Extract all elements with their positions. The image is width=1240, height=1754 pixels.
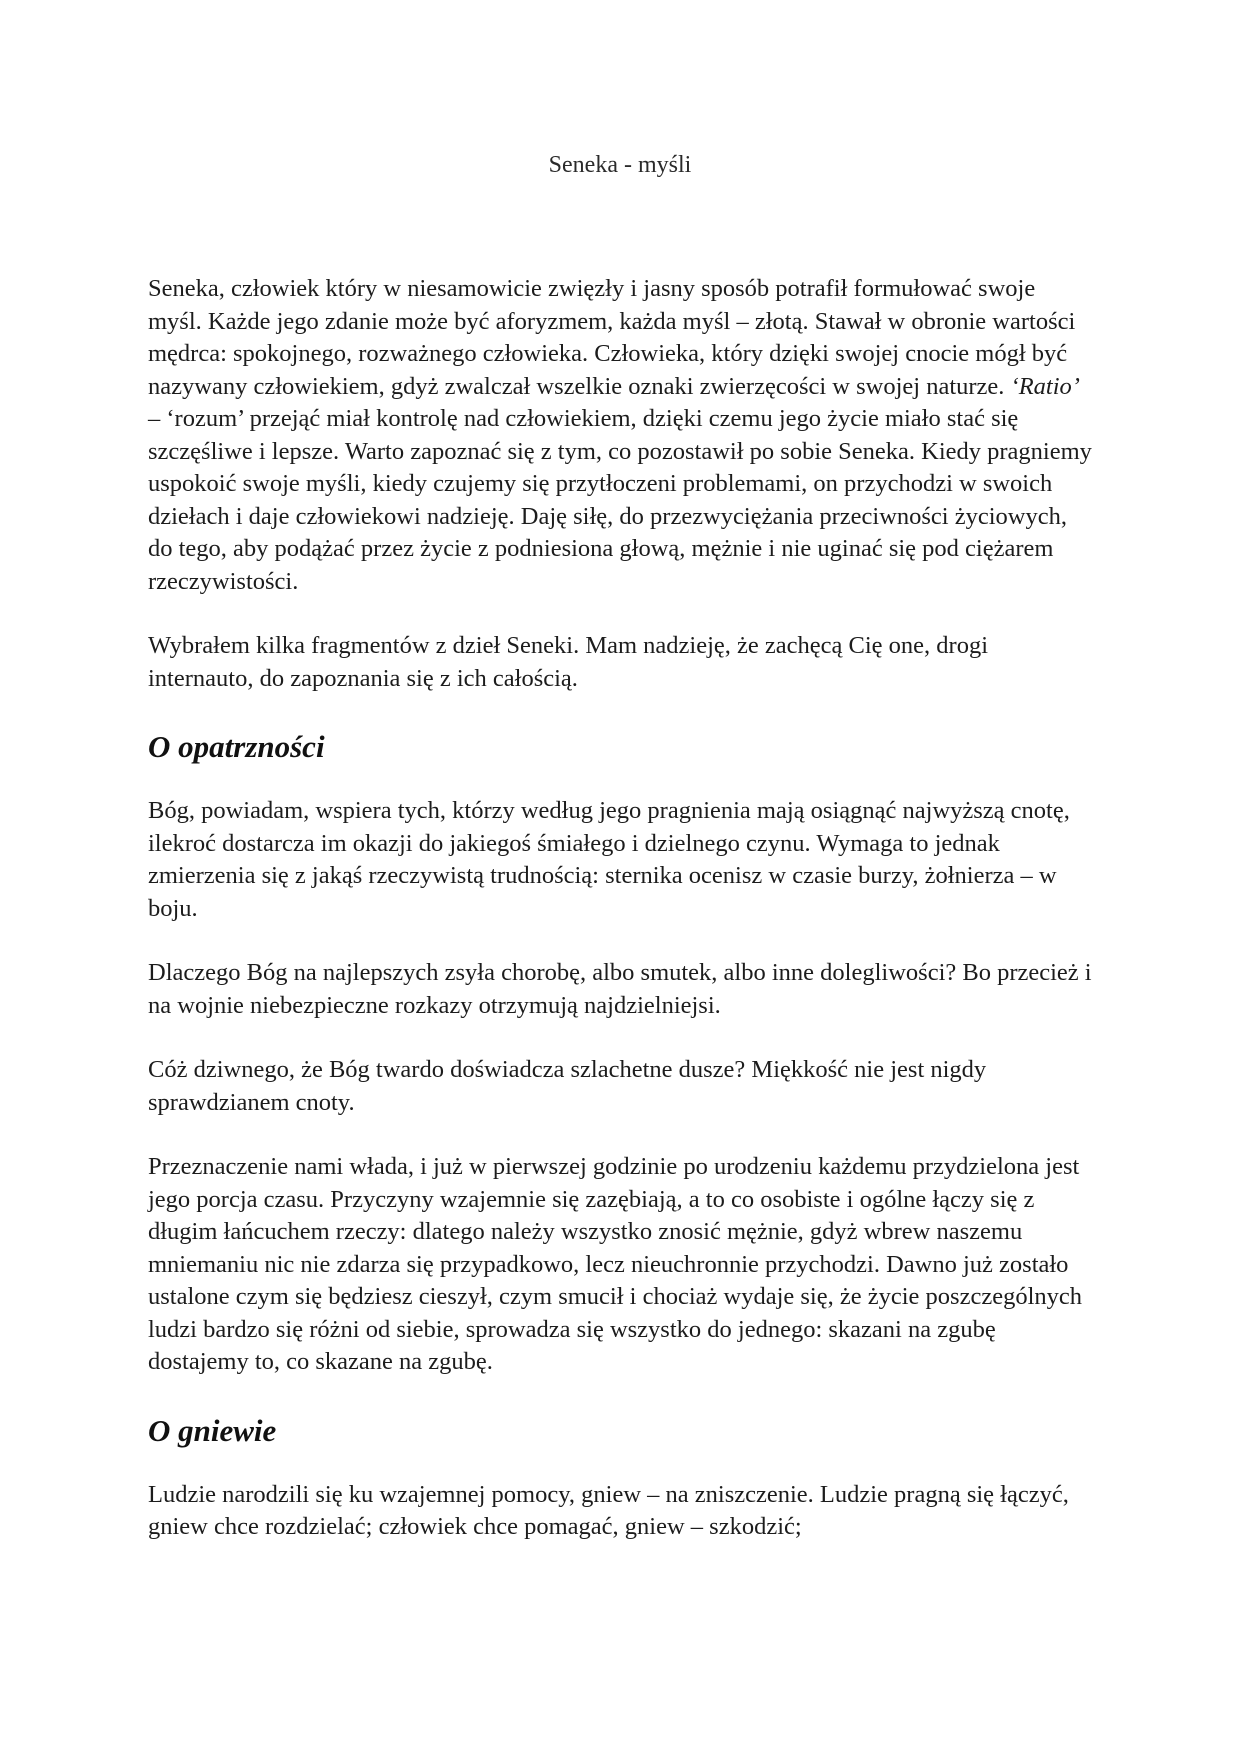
intro-text-end: – ‘rozum’ przejąć miał kontrolę nad człowiekiem, dzięki czemu jego życie miało stać się szczęśliwe i lepsze. Warto zapoznać się z tym, co pozostawił po sobie Seneka. Kiedy pragniemy uspokoić swoje myśli, kiedy czujemy się przytłoczeni problemami, on przychodzi w swoich dziełach i daje człowiekowi nadzieję. Daję siłę, do przezwyciężania przeciwności życiowych, do tego, aby podążać przez życie z podniesiona głową, mężnie i nie uginać się pod ciężarem rzeczywistości. [148, 405, 1092, 595]
intro-paragraph [148, 273, 1093, 598]
opatrznosc-paragraph-4: Przeznaczenie nami włada, i już w pierwszej godzinie po urodzeniu każdemu przydzielona jest jego porcja czasu. Przyczyny wzajemnie się zazębiają, a to co osobiste i ogólne łączy się z długim łańcuchem rzeczy: dlatego należy wszystko znosić mężnie, gdyż wbrew naszemu mniemaniu nic nie zdarza się przypadkowo, lecz nieuchronnie przychodzi. Dawno już zostało ustalone czym się będziesz cieszył, czym smucił i chociaż wydaje się, że życie poszczególnych ludzi bardzo się różni od siebie, sprowadza się wszystko do jednego: skazani na zgubę dostajemy to, co skazane na zgubę. [148, 1153, 1083, 1375]
ratio-term: ‘Ratio’ [1010, 372, 1080, 400]
opatrznosc-paragraph-3: Cóż dziwnego, że Bóg twardo doświadcza szlachetne dusze? Miękkość nie jest nigdy sprawdzianem cnoty. [148, 1056, 987, 1116]
document-title: Seneka - myśli [548, 152, 692, 178]
opatrznosc-paragraph-1: Bóg, powiadam, wspiera tych, którzy według jego pragnienia mają osiągnąć najwyższą cnotę, ilekroć dostarcza im okazji do jakiegoś śmiałego i dzielnego czynu. Wymaga to jednak zmierzenia się z jakąś rzeczywistą trudnością: sternika ocenisz w czasie burzy, żołnierza – w boju. [148, 797, 1070, 922]
intro-text-start: Seneka, człowiek który w niesamowicie zwięzły i jasny sposób potrafił formułować swoje myśl. Każde jego zdanie może być aforyzmem, każda myśl – złotą. Stawał w obronie wartości mędrca: spokojnego, rozważnego człowieka. Człowieka, który dzięki swojej cnocie mógł być nazywany człowiekiem, gdyż zwalczał wszelkie oznaki zwierzęcości w swojej naturze. [148, 275, 1076, 400]
intro-paragraph-2: Wybrałem kilka fragmentów z dzieł Seneki. Mam nadzieję, że zachęcą Cię one, drogi internauto, do zapoznania się z ich całością. [148, 632, 989, 692]
opatrznosc-paragraph-2: Dlaczego Bóg na najlepszych zsyła chorobę, albo smutek, albo inne dolegliwości? Bo przecież i na wojnie niebezpieczne rozkazy otrzymują najdzielniejsi. [148, 959, 1092, 1019]
gniew-paragraph-1: Ludzie narodzili się ku wzajemnej pomocy, gniew – na zniszczenie. Ludzie pragną się łączyć, gniew chce rozdzielać; człowiek chce pomagać, gniew – szkodzić; [148, 1480, 1069, 1540]
document-body [148, 273, 1093, 1544]
section-heading-gniew: O gniewie [148, 1412, 277, 1448]
section-heading-opatrznosc: O opatrzności [148, 729, 325, 764]
